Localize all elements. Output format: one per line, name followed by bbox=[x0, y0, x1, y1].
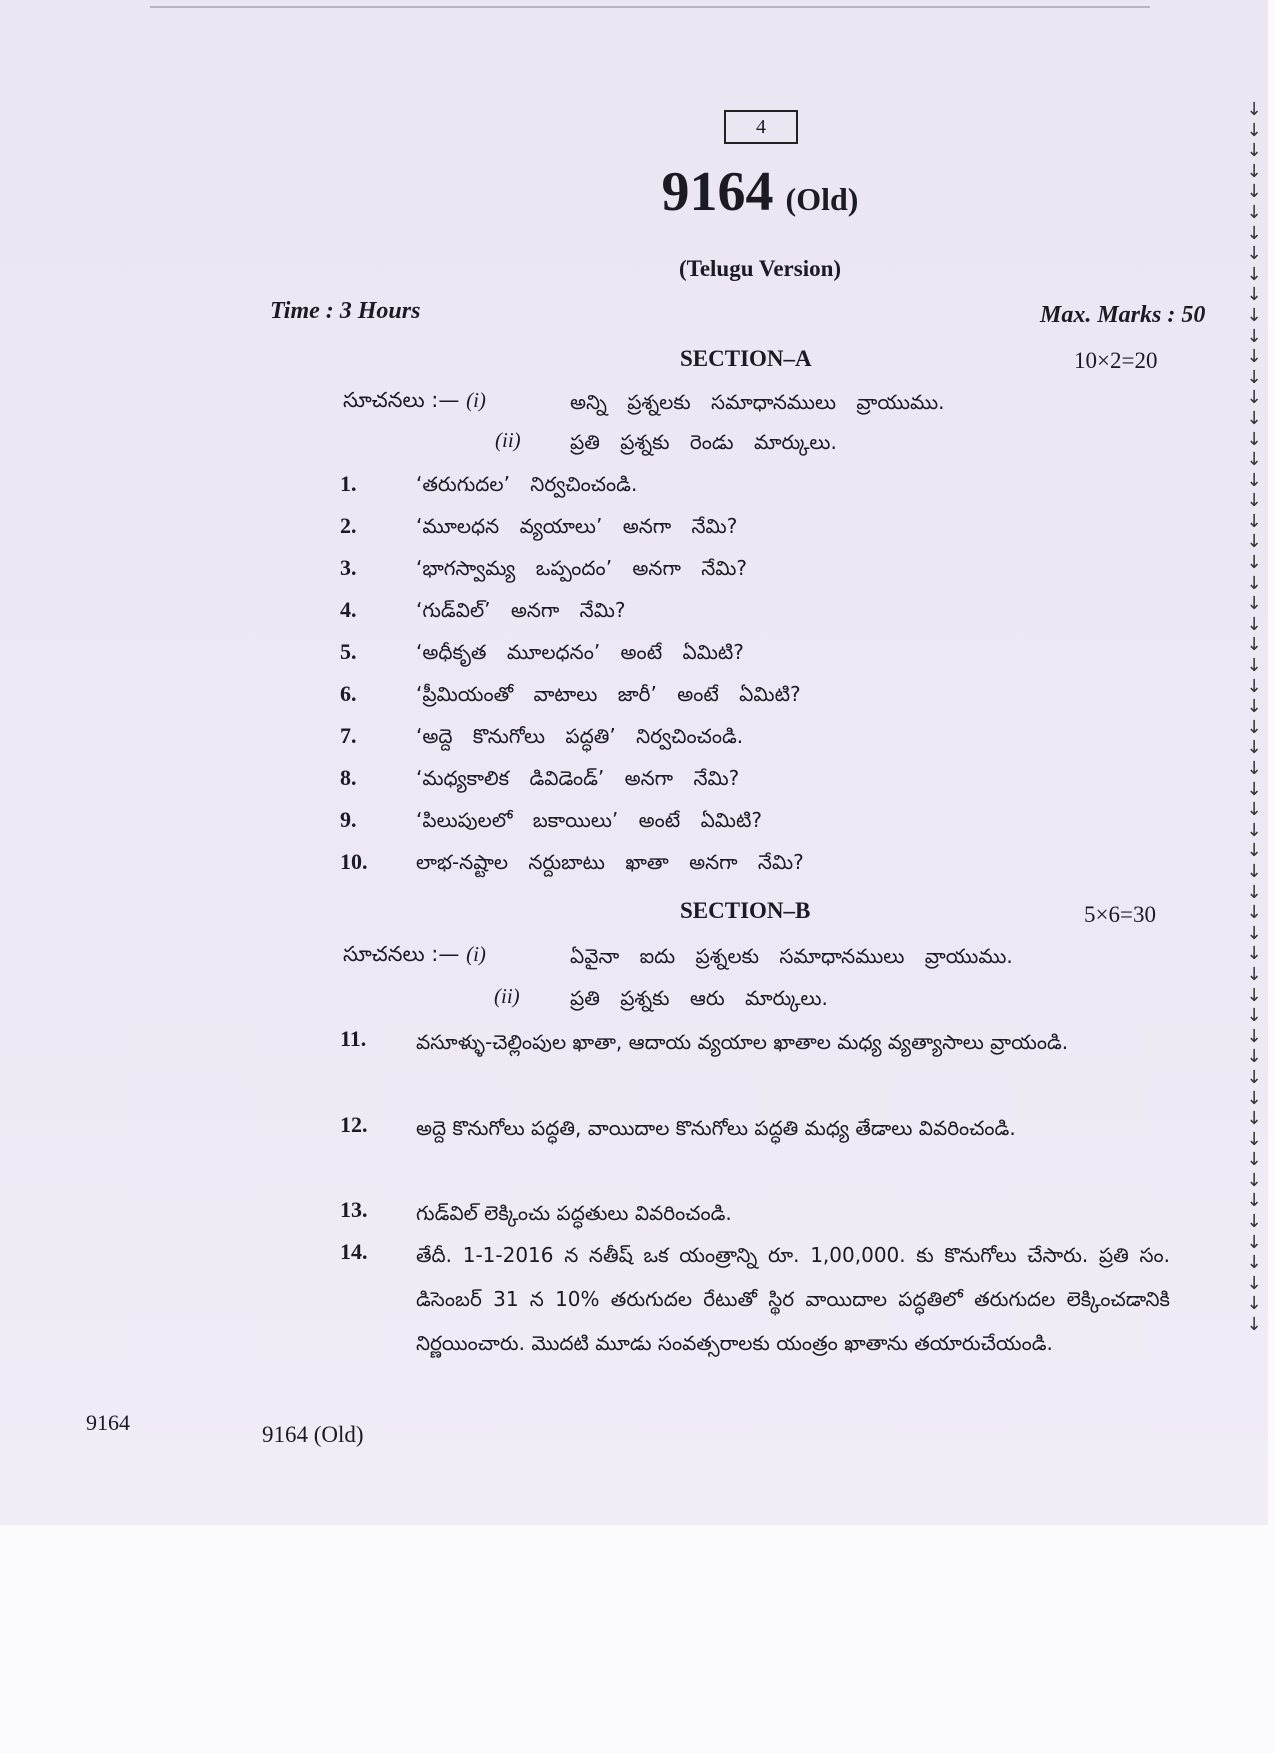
page-number-box: 4 bbox=[724, 110, 798, 144]
question-number: 14. bbox=[340, 1239, 368, 1264]
section-a-instructions-label: సూచనలు :— (i) bbox=[343, 388, 486, 412]
question-number: 6. bbox=[340, 681, 357, 706]
paper-suffix: (Old) bbox=[785, 181, 859, 217]
question-text: ‘మధ్యకాలిక డివిడెండ్’ అనగా నేమి? bbox=[416, 766, 740, 790]
section-b-instr-1-num: (i) bbox=[466, 942, 486, 966]
question-text: వసూళ్ళు-చెల్లింపుల ఖాతా, ఆదాయ వ్యయాల ఖాతాల మధ్య వ్యత్యాసాలు వ్రాయండి. bbox=[416, 1030, 1069, 1054]
section-a-instr-2-num: (ii) bbox=[495, 428, 521, 452]
question-text: ‘ప్రీమియంతో వాటాలు జారీ’ అంటే ఏమిటి? bbox=[416, 682, 801, 706]
paper-code-title bbox=[600, 160, 920, 224]
section-b-instr-1-text: ఏవైనా ఐదు ప్రశ్నలకు సమాధానములు వ్రాయుము. bbox=[570, 944, 1013, 968]
section-a-title: SECTION–A bbox=[680, 346, 812, 371]
question-number: 13. bbox=[340, 1197, 368, 1222]
max-marks-label: Max. Marks : 50 bbox=[1040, 302, 1206, 328]
question-number: 1. bbox=[340, 471, 357, 496]
question-number: 11. bbox=[340, 1026, 367, 1051]
section-b-title: SECTION–B bbox=[680, 898, 811, 923]
top-edge-line bbox=[150, 6, 1150, 8]
section-a-instr-2-text: ప్రతి ప్రశ్నకు రెండు మార్కులు. bbox=[570, 430, 837, 454]
question-text: ‘భాగస్వామ్య ఒప్పందం’ అనగా నేమి? bbox=[416, 556, 748, 580]
section-b-instructions-label: సూచనలు :— (i) bbox=[343, 942, 486, 966]
question-number: 9. bbox=[340, 807, 357, 832]
paper-code: 9164 bbox=[661, 161, 774, 223]
question-text: ‘అధీకృత మూలధనం’ అంటే ఏమిటి? bbox=[416, 640, 744, 664]
question-number: 7. bbox=[340, 723, 357, 748]
section-a-instr-1-num: (i) bbox=[466, 388, 486, 412]
question-number: 2. bbox=[340, 513, 357, 538]
question-text: అద్దె కొనుగోలు పద్ధతి, వాయిదాల కొనుగోలు పద్ధతి మధ్య తేడాలు వివరించండి. bbox=[416, 1116, 1016, 1140]
question-text: లాభ-నష్టాల నర్దుబాటు ఖాతా అనగా నేమి? bbox=[416, 850, 804, 874]
question-number: 5. bbox=[340, 639, 357, 664]
question-number: 8. bbox=[340, 765, 357, 790]
section-a-instr-1-text: అన్ని ప్రశ్నలకు సమాధానములు వ్రాయుము. bbox=[570, 390, 945, 414]
question-text: గుడ్‌విల్ లెక్కించు పద్ధతులు వివరించండి. bbox=[416, 1201, 732, 1225]
footer-left-code: 9164 bbox=[86, 1410, 130, 1435]
footer-paper-code: 9164 (Old) bbox=[262, 1422, 364, 1447]
version-label: (Telugu Version) bbox=[678, 256, 842, 281]
section-a-marks: 10×2=20 bbox=[1074, 348, 1158, 373]
question-text: ‘పిలుపులలో బకాయిలు’ అంటే ఏమిటి? bbox=[416, 808, 763, 832]
binding-margin-arrows: ↓ ↓ ↓ ↓ ↓ ↓ ↓ ↓ ↓ ↓ ↓ ↓ ↓ ↓ ↓ ↓ ↓ ↓ ↓ ↓ ↓ ↓ ↓ ↓ ↓ ↓ ↓ ↓ ↓ ↓ ↓ ↓ ↓ ↓ ↓ ↓ ↓ ↓ ↓ ↓ ↓ ↓ ↓ ↓ ↓ ↓ ↓ ↓ ↓ ↓ ↓ ↓ ↓ ↓ ↓ ↓ ↓ ↓ ↓ ↓ bbox=[1246, 99, 1262, 1336]
question-text: ‘అద్దె కొనుగోలు పద్ధతి’ నిర్వచించండి. bbox=[416, 724, 744, 748]
question-number: 12. bbox=[340, 1112, 368, 1137]
time-label: Time : 3 Hours bbox=[270, 298, 421, 324]
section-b-instr-2-num: (ii) bbox=[494, 984, 520, 1008]
question-text: ‘గుడ్‌విల్’ అనగా నేమి? bbox=[416, 598, 626, 622]
question-number: 10. bbox=[340, 849, 368, 874]
question-number: 3. bbox=[340, 555, 357, 580]
question-number: 4. bbox=[340, 597, 357, 622]
question-text: ‘మూలధన వ్యయాలు’ అనగా నేమి? bbox=[416, 514, 738, 538]
section-b-instr-2-text: ప్రతి ప్రశ్నకు ఆరు మార్కులు. bbox=[570, 986, 828, 1010]
section-b-marks: 5×6=30 bbox=[1084, 902, 1156, 927]
question-text: తేదీ. 1-1-2016 న నతీష్ ఒక యంత్రాన్ని రూ. 1,00,000. కు కొనుగోలు చేసారు. ప్రతి సం. డిసెంబర్ 31 న 10% తరుగుదల రేటుతో స్థిర వాయిదాల పద్ధతిలో తరుగుదల లెక్కించడానికి నిర్ణయించారు. మొదటి మూడు సంవత్సరాలకు యంత్రం ఖాతాను తయారుచేయండి. bbox=[416, 1243, 1170, 1355]
question-text: ‘తరుగుదల’ నిర్వచించండి. bbox=[416, 472, 638, 496]
